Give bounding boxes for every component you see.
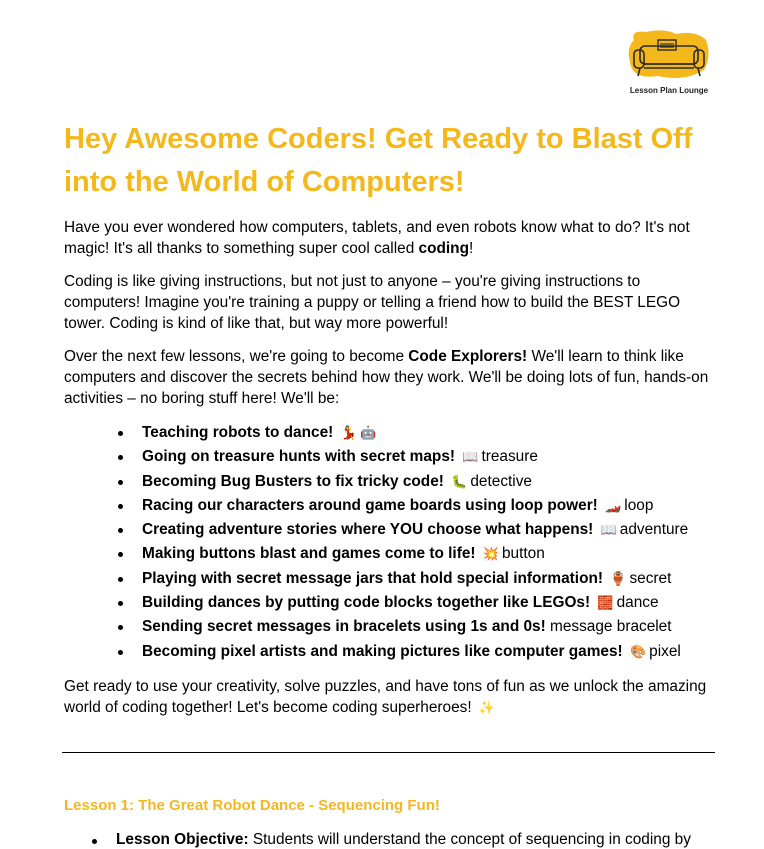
list-item: Creating adventure stories where YOU choose what happens! 📖 adventure: [142, 518, 714, 542]
activity-list: [64, 421, 714, 664]
sofa-logo-icon: [624, 26, 714, 86]
list-item: Making buttons blast and games come to life! 💥 button: [142, 542, 714, 566]
lesson-1-heading: Lesson 1: The Great Robot Dance - Sequencing Fun!: [64, 797, 440, 814]
intro-section: [64, 217, 714, 730]
list-item: Sending secret messages in bracelets using 1s and 0s! message bracelet: [142, 615, 714, 639]
palette-icon: 🎨: [629, 643, 647, 659]
lesson-objective: Lesson Objective: Students will understand the concept of sequencing in coding by: [116, 831, 691, 848]
brand-name: Lesson Plan Lounge: [629, 86, 709, 95]
open-book-icon: 📖: [600, 522, 617, 538]
intro-paragraph-2: Coding is like giving instructions, but not just to anyone – you're giving instructions to computers! Imagine you're training a puppy or telling a friend how to build the BEST LEGO tower. Coding is kind of like that, but way more powerful!: [64, 273, 681, 332]
list-item: Racing our characters around game boards using loop power! 🏎️ loop: [142, 494, 714, 518]
book-icon: 📖: [462, 449, 479, 465]
race-car-icon: 🏎️: [605, 497, 622, 513]
page-title: Hey Awesome Coders! Get Ready to Blast Off into the World of Computers!: [64, 123, 693, 198]
bug-icon: 🐛: [451, 473, 468, 489]
list-item: Teaching robots to dance! 💃 🤖: [142, 421, 714, 445]
explosion-icon: 💥: [482, 546, 499, 562]
intro-paragraph-3: Over the next few lessons, we're going to become Code Explorers! We'll learn to think like computers and discover the secrets behind how they work. We'll be doing lots of fun, hands-on activities – no boring stuff here! We'll be:: [64, 348, 709, 407]
coding-emphasis: coding: [418, 240, 469, 257]
list-item: Becoming Bug Busters to fix tricky code! 🐛 detective: [142, 470, 714, 494]
brand-logo: [624, 26, 714, 98]
outro-paragraph: Get ready to use your creativity, solve puzzles, and have tons of fun as we unlock the amazing world of coding together! Let's become coding superheroes! ✨: [64, 677, 707, 716]
brick-icon: 🧱: [597, 595, 614, 611]
jar-icon: 🏺: [610, 570, 627, 586]
intro-paragraph-1: Have you ever wondered how computers, tablets, and even robots know what to do? It's not magic! It's all thanks to something super cool called coding!: [64, 219, 690, 257]
list-item: Going on treasure hunts with secret maps! 📖 treasure: [142, 445, 714, 469]
list-item: Becoming pixel artists and making pictures like computer games! 🎨 pixel: [142, 640, 714, 664]
dancer-robot-icon: 💃 🤖: [340, 425, 377, 440]
section-divider: [62, 752, 715, 753]
sparkles-icon: ✨: [478, 699, 496, 715]
list-item: Playing with secret message jars that hold special information! 🏺 secret: [142, 567, 714, 591]
list-item: Building dances by putting code blocks together like LEGOs! 🧱 dance: [142, 591, 714, 615]
code-explorers-emphasis: Code Explorers!: [408, 348, 528, 365]
